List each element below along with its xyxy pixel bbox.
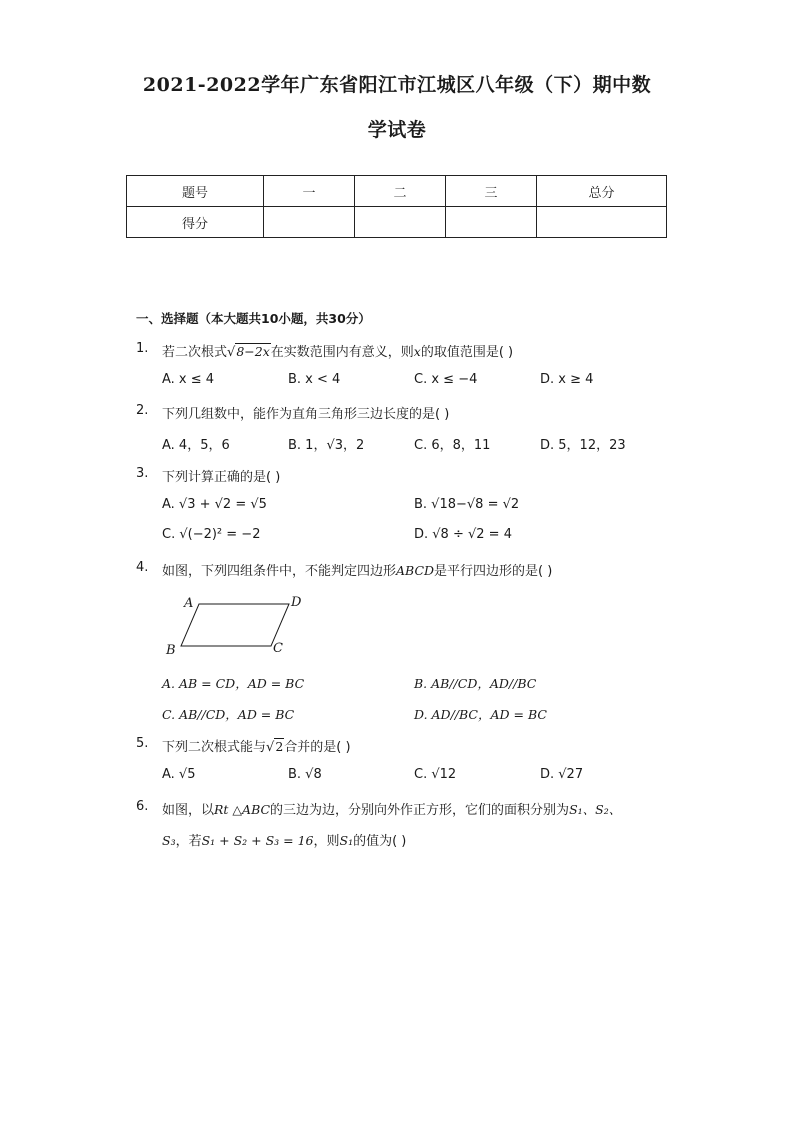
q6-areas: S₁、S₂、 <box>569 802 622 817</box>
q6-text-if: ，若 <box>175 834 202 849</box>
q6-text-end: 的值为( ) <box>353 834 407 849</box>
q3-option-a[interactable]: A. √3 + √2 = √5 <box>162 497 267 512</box>
q6-text-pre: 如图，以 <box>162 803 215 818</box>
question-text-end: 的取值范围是( ) <box>420 345 514 360</box>
vertex-label-c: C <box>273 641 283 656</box>
question-text: 下列几组数中，能作为直角三角形三边长度的是( ) <box>162 407 450 422</box>
question-text <box>162 736 351 755</box>
q6-equation: S₁ + S₂ + S₃ = 16 <box>201 833 314 848</box>
question-text: 下列计算正确的是( ) <box>162 470 281 485</box>
parallelogram-shape <box>181 604 289 646</box>
vertex-label-d: D <box>291 595 302 610</box>
q2-option-b[interactable]: B. 1，√3，2 <box>288 438 365 453</box>
q3-option-d[interactable]: D. √8 ÷ √2 = 4 <box>414 527 512 542</box>
question-number: 3. <box>136 466 149 481</box>
vertex-label-b: B <box>166 643 176 658</box>
question-6-line-2 <box>162 830 406 849</box>
q6-triangle: Rt △ABC <box>214 802 271 817</box>
q6-text-then: ，则 <box>313 834 340 849</box>
question-number: 4. <box>136 560 149 575</box>
question-number: 1. <box>136 341 149 356</box>
q2-option-a[interactable]: A. 4，5，6 <box>162 438 230 453</box>
radical-sign: √ <box>227 345 236 360</box>
q3-option-b[interactable]: B. √18−√8 = √2 <box>414 497 520 512</box>
q6-s1: S₁ <box>339 833 354 848</box>
header-part-1: 一 <box>264 176 355 207</box>
question-text-pre: 若二次根式 <box>162 345 228 360</box>
header-part-3: 三 <box>446 176 537 207</box>
score-cell-3[interactable] <box>446 207 537 238</box>
question-number: 5. <box>136 736 149 751</box>
q5-option-a[interactable]: A. √5 <box>162 767 196 782</box>
q2-option-c[interactable]: C. 6，8，11 <box>414 438 491 453</box>
q4-option-d[interactable]: D. AD//BC，AD = BC <box>414 707 547 722</box>
score-table-score-row <box>127 207 667 238</box>
question-text <box>162 341 513 360</box>
q5-option-c[interactable]: C. √12 <box>414 767 457 782</box>
question-text-pre: 下列二次根式能与 <box>162 740 267 755</box>
section-heading: 一、选择题（本大题共10小题，共30分） <box>136 311 371 326</box>
variable: x <box>413 344 421 359</box>
variable: ABCD <box>396 563 435 578</box>
score-cell-2[interactable] <box>355 207 446 238</box>
question-text-end: 是平行四边形的是( ) <box>434 564 553 579</box>
score-table <box>126 175 667 238</box>
question-text-end: 合并的是( ) <box>284 740 351 755</box>
radicand: 8−2x <box>236 344 270 359</box>
exam-title-line-2: 学试卷 <box>367 119 427 141</box>
q1-option-c[interactable]: C. x ≤ −4 <box>414 372 478 387</box>
parallelogram-figure <box>160 590 320 660</box>
question-text-post: 在实数范围内有意义，则 <box>270 345 414 360</box>
q1-option-a[interactable]: A. x ≤ 4 <box>162 372 215 387</box>
score-row-label: 得分 <box>127 207 264 238</box>
question-text <box>162 560 552 579</box>
q4-option-c[interactable]: C. AB//CD，AD = BC <box>162 707 295 722</box>
header-part-2: 二 <box>355 176 446 207</box>
q4-option-b[interactable]: B. AB//CD，AD//BC <box>414 676 537 691</box>
vertex-label-a: A <box>184 596 194 611</box>
q1-option-d[interactable]: D. x ≥ 4 <box>540 372 594 387</box>
q6-s3: S₃ <box>162 833 176 848</box>
exam-title-line-1: 2021-2022学年广东省阳江市江城区八年级（下）期中数 <box>142 74 652 96</box>
question-text-line-1 <box>162 799 621 818</box>
header-question-no: 题号 <box>127 176 264 207</box>
question-text-pre: 如图，下列四组条件中，不能判定四边形 <box>162 564 397 579</box>
question-number: 6. <box>136 799 149 814</box>
q5-option-d[interactable]: D. √27 <box>540 767 584 782</box>
q4-option-a[interactable]: A. AB = CD，AD = BC <box>162 676 305 691</box>
q3-option-c[interactable]: C. √(−2)² = −2 <box>162 527 261 542</box>
score-cell-total[interactable] <box>537 207 667 238</box>
q2-option-d[interactable]: D. 5，12，23 <box>540 438 626 453</box>
radical-sign: √ <box>266 740 275 755</box>
header-total: 总分 <box>537 176 667 207</box>
radicand: 2 <box>275 739 284 754</box>
question-number: 2. <box>136 403 149 418</box>
q1-option-b[interactable]: B. x < 4 <box>288 372 341 387</box>
score-cell-1[interactable] <box>264 207 355 238</box>
score-table-header-row <box>127 176 667 207</box>
q6-text-post: 的三边为边，分别向外作正方形，它们的面积分别为 <box>270 803 570 818</box>
q5-option-b[interactable]: B. √8 <box>288 767 322 782</box>
